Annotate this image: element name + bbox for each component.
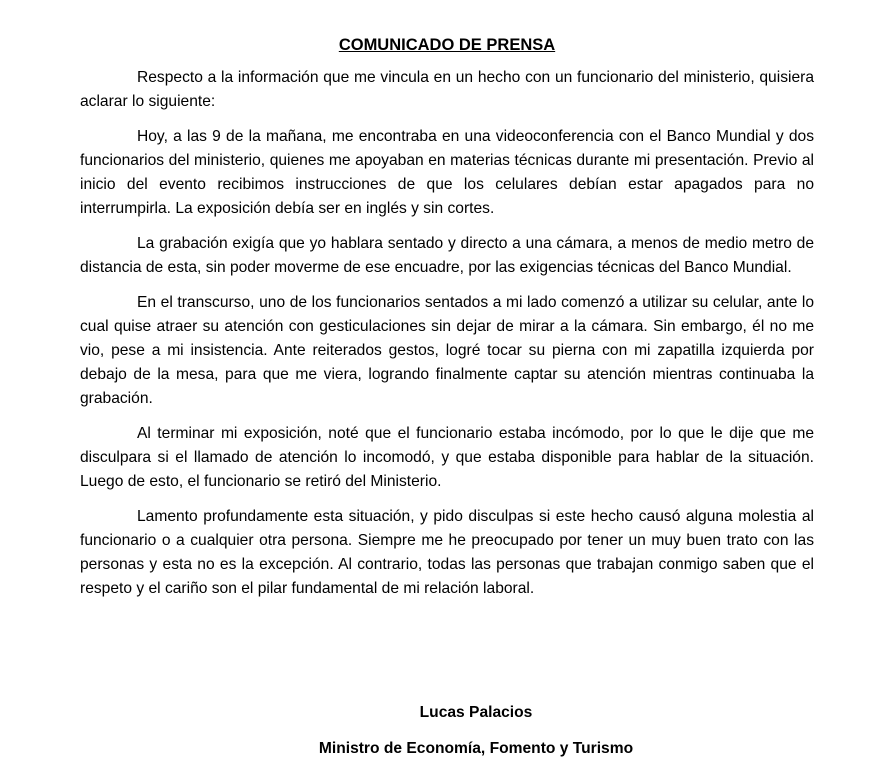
signature-name: Lucas Palacios <box>419 704 533 721</box>
paragraph-2: Hoy, a las 9 de la mañana, me encontraba en una videoconferencia con el Banco Mundial y dos funcionarios del ministerio, quienes me apoyaban en materias técnicas durante mi presentación. Previo al inicio del evento recibimos instrucciones de que los celulares debían estar apagados para no interrumpirla. La exposición debía ser en inglés y sin cortes. <box>80 128 814 217</box>
paragraph-4: En el transcurso, uno de los funcionarios sentados a mi lado comenzó a utilizar su celular, ante lo cual quise atraer su atención con gesticulaciones sin dejar de mirar a la cámara. Sin embargo, él no me vio, pese a mi insistencia. Ante reiterados gestos, logré tocar su pierna con mi zapatilla izquierda por debajo de la mesa, para que me viera, logrando finalmente captar su atención mientras continuaba la grabación. <box>80 294 814 407</box>
page-title: COMUNICADO DE PRENSA <box>338 36 556 54</box>
paragraph-1: Respecto a la información que me vincula en un hecho con un funcionario del ministerio, quisiera aclarar lo siguiente: <box>80 69 814 110</box>
paragraph-6: Lamento profundamente esta situación, y pido disculpas si este hecho causó alguna molestia al funcionario o a cualquier otra persona. Siempre me he preocupado por tener un muy buen trato con las personas y esta no es la excepción. Al contrario, todas las personas que trabajan conmigo saben que el respeto y el cariño son el pilar fundamental de mi relación laboral. <box>80 508 814 597</box>
paragraph-3: La grabación exigía que yo hablara sentado y directo a una cámara, a menos de medio metro de distancia de esta, sin poder moverme de ese encuadre, por las exigencias técnicas del Banco Mundial. <box>80 235 814 276</box>
paragraph-5: Al terminar mi exposición, noté que el funcionario estaba incómodo, por lo que le dije que me disculpara si el llamado de atención lo incomodó, y que estaba disponible para hablar de la situación. Luego de esto, el funcionario se retiró del Ministerio. <box>80 425 814 490</box>
document-body <box>80 34 814 612</box>
signature-title: Ministro de Economía, Fomento y Turismo <box>318 740 634 757</box>
